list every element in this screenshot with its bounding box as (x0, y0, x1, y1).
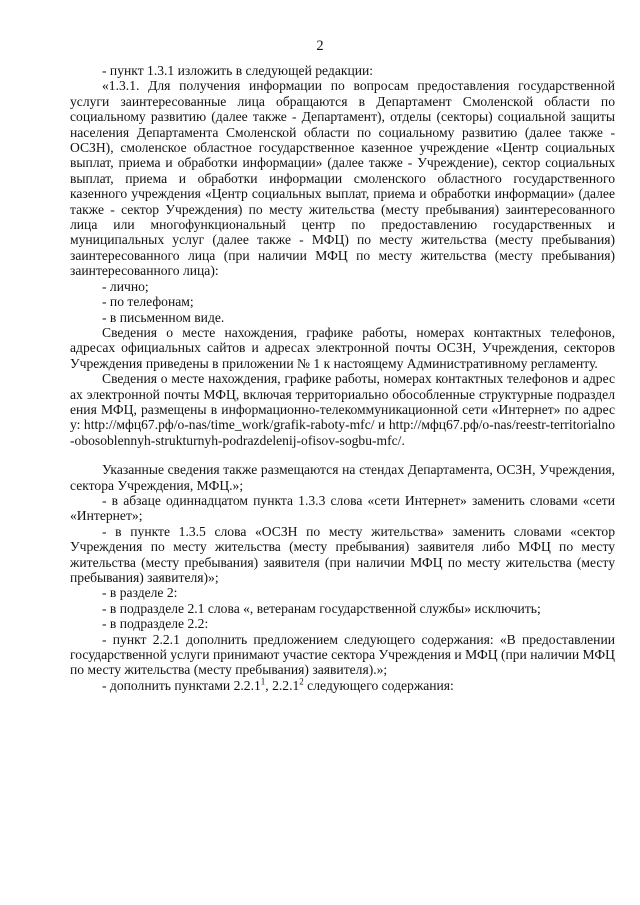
paragraph-1-3-1: «1.3.1. Для получения информации по вопросам предоставления государственной услуги заинтересованные лица обращаются в Департамент Смоленской области по социальному развитию (далее также - Департамент), отделы (секторы) социальной защиты населения Департамента Смоленской области по социальному развитию (далее также - ОСЗН), смоленское областное государственное казенное учреждение «Центр социальных выплат, приема и обработки информации» (далее также - Учреждение), сектор социальных выплат, приема и обработки информации смоленского областного государственного казенного учреждения «Центр социальных выплат, приема и обработки информации» (далее также - сектор Учреждения) по месту жительства (месту пребывания) заинтересованного лица или многофункциональный центр по предоставлению государственных и муниципальных услуг (далее также - МФЦ) по месту жительства (месту пребывания) заинтересованного лица (при наличии МФЦ по месту жительства (месту пребывания) заинтересованного лица): (70, 78, 615, 279)
paragraph-intro: - пункт 1.3.1 изложить в следующей редакции: (102, 63, 374, 78)
paragraph-1-3-3: - в абзаце одиннадцатом пункта 1.3.3 слова «сети Интернет» заменить словами «сети «Интернет»; (70, 492, 615, 524)
add-points-before: - дополнить пунктами 2.2.1 (102, 677, 261, 693)
paragraph-section-2: - в разделе 2: (102, 585, 178, 601)
paragraph-2-2: - в подразделе 2.2: (102, 616, 209, 632)
paragraph-2-2-1: - пункт 2.2.1 дополнить предложением следующего содержания: «В предоставлении государственной услуги принимают участие сектора Учреждения и МФЦ (при наличии МФЦ по месту жительства (месту пребывания) заявителя).»; (70, 631, 615, 678)
paragraph-info-oszn: Сведения о месте нахождения, графике работы, номерах контактных телефонов, адресах официальных сайтов и адресах электронной почты ОСЗН, Учреждения, секторов Учреждения приведены в приложении № 1 к настоящему Административному регламенту. (70, 324, 615, 371)
paragraph-2-1: - в подразделе 2.1 слова «, ветеранам государственной службы» исключить; (102, 600, 541, 616)
superscript-1: 1 (260, 676, 266, 687)
list-item-in-person: - лично; (102, 278, 149, 294)
add-points-after: следующего содержания: (303, 677, 454, 693)
add-points-middle: , 2.2.1 (265, 677, 300, 693)
page-number: 2 (316, 38, 324, 54)
paragraph-stands: Указанные сведения также размещаются на стендах Департамента, ОСЗН, Учреждения, сектора Учреждения, МФЦ.»; (70, 462, 615, 493)
document-body (70, 63, 615, 693)
superscript-2: 2 (299, 676, 304, 687)
paragraph-add-points (70, 678, 615, 693)
paragraph-info-mfc: Сведения о месте нахождения, графике работы, номерах контактных телефонов и адресах электронной почты МФЦ, включая территориально обособленные структурные подразделения МФЦ, размещены в информационно-телекоммуникационной сети «Интернет» по адресу: http://мфц67.рф/o-nas/time_work/grafik-raboty-mfc/ и http://мфц67.рф/o-nas/reestr-territorialno-obosoblennyh-strukturnyh-podrazdelenij-ofisov-sogbu-mfc/. (70, 371, 615, 448)
list-item-phone: - по телефонам; (102, 294, 194, 310)
list-item-written: - в письменном виде. (102, 309, 225, 325)
paragraph-1-3-5: - в пункте 1.3.5 слова «ОСЗН по месту жительства» заменить словами «сектор Учреждения по месту жительства (месту пребывания) заявителя либо МФЦ по месту жительства (месту пребывания) заявителя (при наличии МФЦ по месту жительства (месту пребывания) заявителя)»; (70, 523, 615, 585)
